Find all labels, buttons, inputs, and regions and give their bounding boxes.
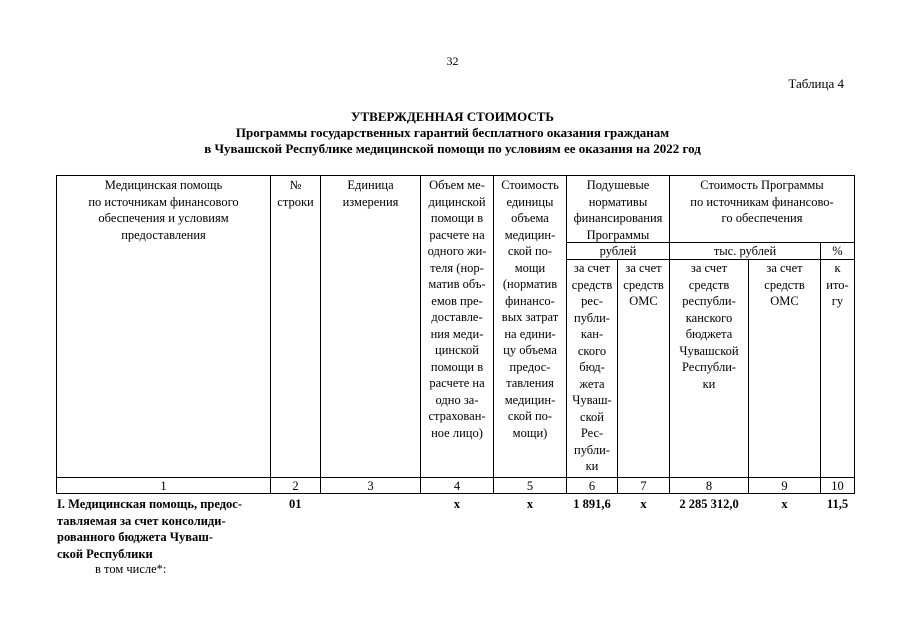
column-number-1: 1 xyxy=(160,479,167,493)
title-line-2: Программы государственных гарантий бесплатного оказания гражданам xyxy=(235,125,670,140)
column-number-3: 3 xyxy=(367,479,374,493)
header-program-cost: Стоимость Программы по источникам финансово- го обеспечения xyxy=(690,178,834,225)
including-note: в том числе*: xyxy=(95,562,167,576)
page-number: 32 xyxy=(446,54,459,68)
row-1-cost-oms: х xyxy=(781,497,788,511)
row-1-per-capita-oms: х xyxy=(640,497,647,511)
column-number-8: 8 xyxy=(705,479,713,493)
column-number-4: 4 xyxy=(453,479,461,493)
row-1-unit-cost: х xyxy=(526,497,534,511)
header-cost-republic-budget: за счет средств республи- канского бюджета Чувашской Республи- ки xyxy=(679,261,739,391)
header-unit-percent: % xyxy=(832,244,843,258)
header-row-number: № строки xyxy=(277,178,314,209)
row-1-volume: х xyxy=(453,497,461,511)
header-percent-of-total: к ито- гу xyxy=(826,261,849,308)
column-number-7: 7 xyxy=(640,479,647,493)
header-volume: Объем ме- дицинской помощи в расчете на одного жи- теля (нор- матив объ- емов пре- доставле- ния меди- цинской помощи в расчете на одно за- страхован- ное лицо) xyxy=(427,178,487,440)
header-care-type: Медицинская помощь по источникам финансового обеспечения и условиям предоставления xyxy=(88,178,239,242)
header-unit-cost: Стоимость единицы объема медицин- ской по- мощи (норматив финансо- вых затрат на едини- цу объема предос- тавления медицин- ской по- мощи) xyxy=(501,178,559,440)
header-norm-oms: за счет средств ОМС xyxy=(623,261,664,308)
column-number-5: 5 xyxy=(526,479,534,493)
header-unit-thousand-rubles: тыс. рублей xyxy=(713,244,777,258)
row-1-percent: 11,5 xyxy=(826,497,849,511)
header-unit-rubles: рублей xyxy=(599,244,637,258)
header-unit: Единица измерения xyxy=(342,178,399,209)
header-per-capita-norms: Подушевые нормативы финансирования Программы xyxy=(573,178,663,242)
row-1-cost-republic: 2 285 312,0 xyxy=(679,497,739,511)
column-number-10: 10 xyxy=(831,479,844,493)
title-line-1: УТВЕРЖДЕННАЯ СТОИМОСТЬ xyxy=(350,109,555,124)
header-norm-republic-budget: за счет средств рес- публи- кан- ского бюд- жета Чуваш- ской Рес- публи- ки xyxy=(571,261,613,473)
column-number-2: 2 xyxy=(292,479,299,493)
column-number-9: 9 xyxy=(781,479,788,493)
row-1-number: 01 xyxy=(289,497,302,511)
column-number-6: 6 xyxy=(588,479,596,493)
header-cost-oms: за счет средств ОМС xyxy=(764,261,805,308)
row-1-label: I. Медицинская помощь, предос- тавляемая за счет консолиди- рованного бюджета Чуваш- ской Республики xyxy=(57,497,243,561)
title-line-3: в Чувашской Республике медицинской помощи по условиям ее оказания на 2022 год xyxy=(204,141,701,156)
table-label: Таблица 4 xyxy=(788,76,844,91)
row-1-per-capita-republic: 1 891,6 xyxy=(573,497,611,511)
